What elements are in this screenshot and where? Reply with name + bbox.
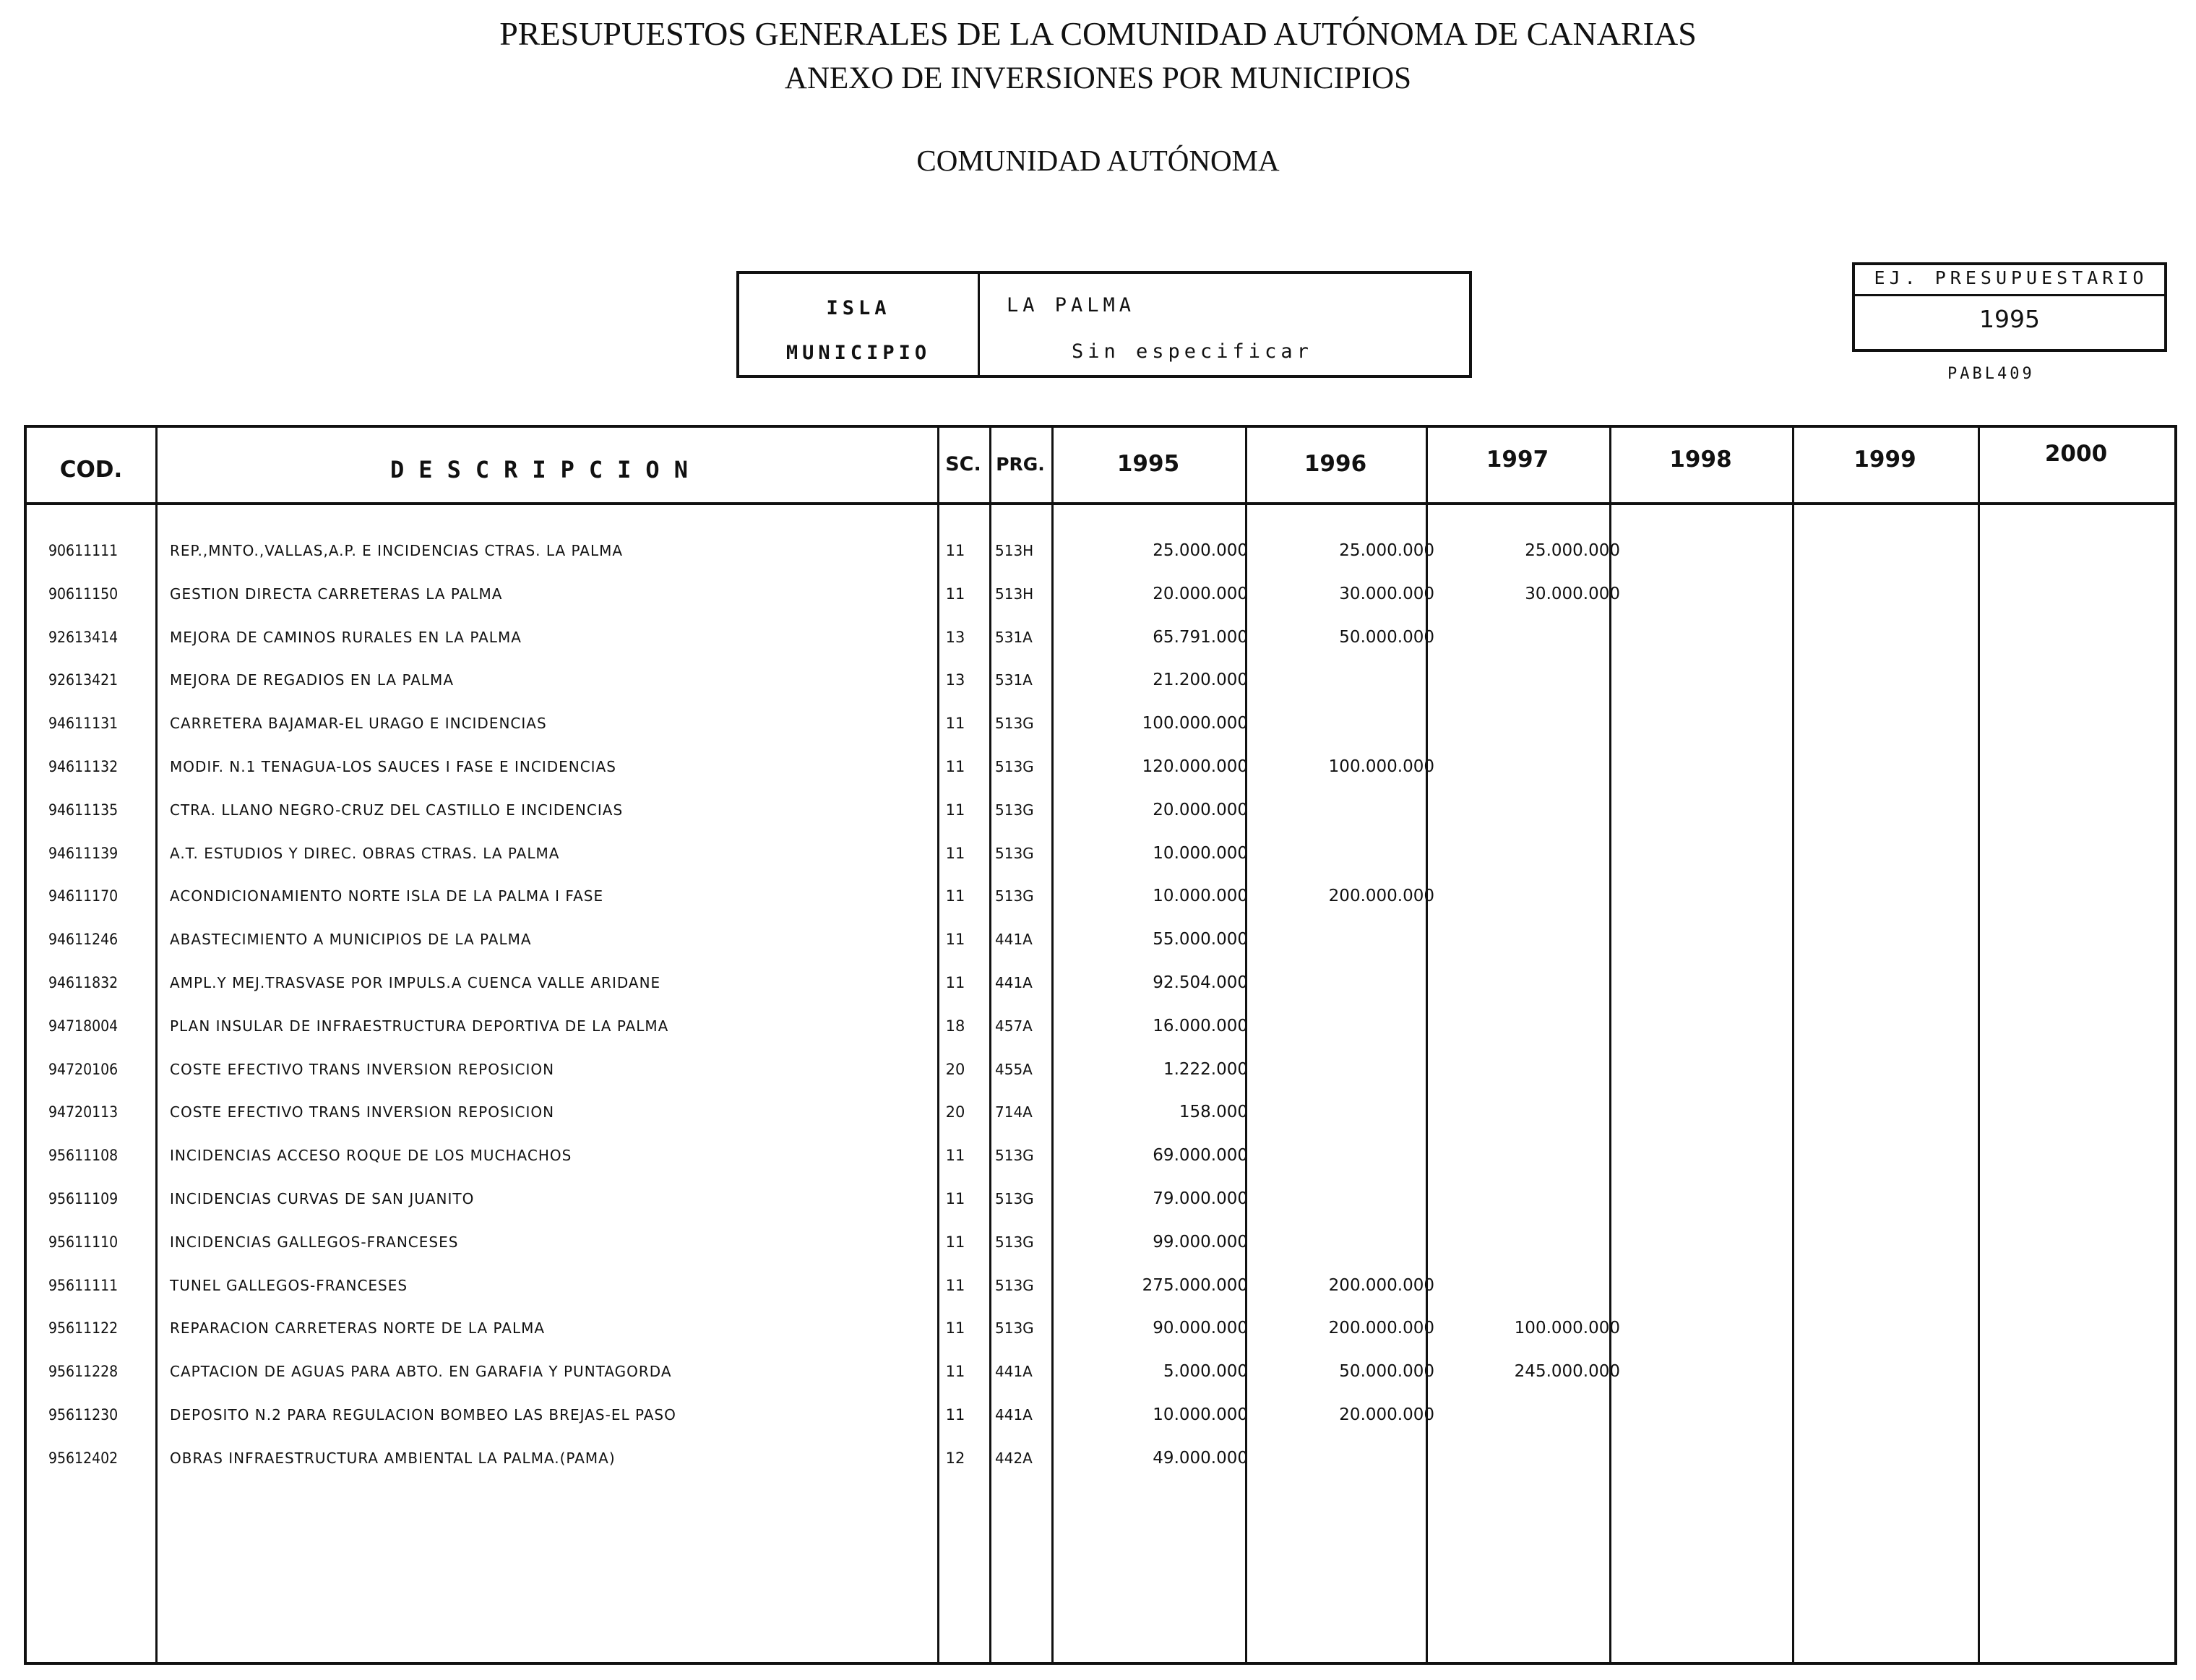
table-row <box>27 1350 2174 1393</box>
row-amount-1996: 30.000.000 <box>1339 584 1434 603</box>
row-cod: 94720113 <box>48 1103 119 1121</box>
row-amount-1996 <box>1248 1220 1434 1264</box>
row-amount-1997: 245.000.000 <box>1514 1362 1620 1382</box>
row-amount-1997 <box>1436 1220 1620 1264</box>
row-sc: 11 <box>945 801 965 819</box>
row-sc: 11 <box>945 1319 965 1337</box>
table-row <box>27 788 2174 832</box>
row-cod: 94718004 <box>48 1017 119 1035</box>
row-amount-1996: 20.000.000 <box>1339 1405 1434 1424</box>
row-cod: 95611110 <box>48 1233 119 1251</box>
row-description: CAPTACION DE AGUAS PARA ABTO. EN GARAFIA Y PUNTAGORDA <box>170 1363 672 1381</box>
table-row <box>27 745 2174 788</box>
row-prg: 513G <box>995 758 1034 775</box>
budget-year-label: EJ. PRESUPUESTARIO <box>1874 267 2148 288</box>
row-amount-1995: 65.791.000 <box>1153 627 1248 647</box>
row-amount-1996: 200.000.000 <box>1328 887 1434 906</box>
row-amount-1996 <box>1248 961 1434 1004</box>
row-sc: 13 <box>945 628 965 646</box>
row-cod: 92613421 <box>48 671 119 689</box>
row-prg: 531A <box>995 628 1033 646</box>
row-description: AMPL.Y MEJ.TRASVASE POR IMPULS.A CUENCA VALLE ARIDANE <box>170 974 661 991</box>
header-2000: 2000 <box>2044 441 2108 467</box>
table-row <box>27 1177 2174 1220</box>
row-amount-1995: 158.000 <box>1179 1103 1248 1122</box>
isla-label: ISLA <box>826 297 891 319</box>
row-amount-1995: 99.000.000 <box>1153 1232 1248 1252</box>
row-description: INCIDENCIAS ACCESO ROQUE DE LOS MUCHACHOS <box>170 1147 572 1165</box>
row-prg: 513G <box>995 1319 1034 1337</box>
table-row <box>27 918 2174 961</box>
document-subtitle: ANEXO DE INVERSIONES POR MUNICIPIOS <box>784 61 1412 95</box>
row-description: MEJORA DE CAMINOS RURALES EN LA PALMA <box>170 628 522 646</box>
row-sc: 11 <box>945 887 965 905</box>
row-prg: 441A <box>995 974 1033 991</box>
row-sc: 13 <box>945 671 965 689</box>
row-amount-1996 <box>1248 1004 1434 1048</box>
row-amount-1997 <box>1436 1048 1620 1091</box>
row-amount-1997 <box>1436 1090 1620 1134</box>
row-prg: 513G <box>995 801 1034 819</box>
row-prg: 441A <box>995 931 1033 949</box>
row-description: DEPOSITO N.2 PARA REGULACION BOMBEO LAS BREJAS-EL PASO <box>170 1406 676 1423</box>
row-cod: 90611150 <box>48 585 119 603</box>
row-amount-1996 <box>1248 788 1434 832</box>
row-amount-1995: 20.000.000 <box>1153 800 1248 819</box>
header-prg: PRG. <box>996 453 1045 475</box>
row-cod: 94611832 <box>48 974 119 991</box>
row-amount-1995: 69.000.000 <box>1153 1146 1248 1166</box>
row-prg: 442A <box>995 1449 1033 1467</box>
row-description: ACONDICIONAMIENTO NORTE ISLA DE LA PALMA I FASE <box>170 887 604 905</box>
row-description: REPARACION CARRETERAS NORTE DE LA PALMA <box>170 1319 546 1337</box>
row-prg: 531A <box>995 671 1033 689</box>
municipio-value: Sin especificar <box>1072 340 1313 363</box>
row-sc: 11 <box>945 931 965 949</box>
row-sc: 20 <box>945 1103 965 1121</box>
row-cod: 95611111 <box>48 1276 119 1294</box>
row-description: MODIF. N.1 TENAGUA-LOS SAUCES I FASE E INCIDENCIAS <box>170 758 616 775</box>
isla-value: LA PALMA <box>1007 294 1136 316</box>
table-row <box>27 1436 2174 1480</box>
row-amount-1996 <box>1248 918 1434 961</box>
row-sc: 11 <box>945 1147 965 1165</box>
row-amount-1996 <box>1248 658 1434 702</box>
header-1995: 1995 <box>1116 451 1180 477</box>
row-description: INCIDENCIAS GALLEGOS-FRANCESES <box>170 1233 459 1251</box>
table-row <box>27 832 2174 875</box>
row-description: A.T. ESTUDIOS Y DIREC. OBRAS CTRAS. LA PALMA <box>170 844 560 862</box>
row-amount-1995: 92.504.000 <box>1153 973 1248 992</box>
table-row <box>27 961 2174 1004</box>
row-amount-1997 <box>1436 918 1620 961</box>
row-sc: 11 <box>945 1233 965 1251</box>
section-title: COMUNIDAD AUTÓNOMA <box>916 144 1280 177</box>
header-sc: SC. <box>945 452 981 475</box>
row-amount-1997 <box>1436 832 1620 875</box>
header-1999: 1999 <box>1853 447 1916 473</box>
row-amount-1995: 21.200.000 <box>1153 671 1248 690</box>
row-description: CARRETERA BAJAMAR-EL URAGO E INCIDENCIAS <box>170 715 547 733</box>
row-description: TUNEL GALLEGOS-FRANCESES <box>170 1276 408 1294</box>
budget-year-divider <box>1855 294 2164 296</box>
row-sc: 11 <box>945 1276 965 1294</box>
row-amount-1997: 25.000.000 <box>1525 541 1620 560</box>
row-amount-1996: 50.000.000 <box>1339 1362 1434 1382</box>
row-amount-1997 <box>1436 702 1620 745</box>
row-description: GESTION DIRECTA CARRETERAS LA PALMA <box>170 585 503 603</box>
table-row <box>27 658 2174 702</box>
row-prg: 513G <box>995 1233 1034 1251</box>
row-sc: 18 <box>945 1017 965 1035</box>
row-cod: 95611109 <box>48 1190 119 1207</box>
row-cod: 95611228 <box>48 1363 119 1381</box>
row-amount-1995: 55.000.000 <box>1153 930 1248 949</box>
budget-year-value: 1995 <box>1979 305 2040 333</box>
row-cod: 94611131 <box>48 715 119 733</box>
row-sc: 11 <box>945 974 965 991</box>
row-description: ABASTECIMIENTO A MUNICIPIOS DE LA PALMA <box>170 931 532 949</box>
row-prg: 513H <box>995 585 1034 603</box>
row-prg: 513G <box>995 887 1034 905</box>
table-row <box>27 874 2174 918</box>
table-row <box>27 702 2174 745</box>
row-prg: 513G <box>995 844 1034 862</box>
table-row <box>27 572 2174 616</box>
row-prg: 457A <box>995 1017 1033 1035</box>
row-cod: 95611230 <box>48 1406 119 1423</box>
row-amount-1996 <box>1248 1090 1434 1134</box>
row-cod: 94611139 <box>48 844 119 862</box>
row-cod: 95611108 <box>48 1147 119 1165</box>
row-prg: 441A <box>995 1406 1033 1423</box>
row-amount-1997 <box>1436 1004 1620 1048</box>
row-amount-1995: 5.000.000 <box>1163 1362 1248 1382</box>
row-amount-1997 <box>1436 1177 1620 1220</box>
table-row <box>27 1393 2174 1436</box>
header-1997: 1997 <box>1486 447 1549 473</box>
row-prg: 513G <box>995 1190 1034 1207</box>
location-box <box>736 271 1472 378</box>
table-row <box>27 1090 2174 1134</box>
row-prg: 714A <box>995 1103 1033 1121</box>
row-amount-1995: 20.000.000 <box>1153 584 1248 603</box>
header-1996: 1996 <box>1304 451 1367 477</box>
row-cod: 90611111 <box>48 542 119 559</box>
row-sc: 11 <box>945 1406 965 1423</box>
row-description: COSTE EFECTIVO TRANS INVERSION REPOSICION <box>170 1060 555 1078</box>
row-prg: 513G <box>995 715 1034 733</box>
table-row <box>27 1306 2174 1350</box>
row-amount-1995: 90.000.000 <box>1153 1319 1248 1338</box>
row-amount-1996 <box>1248 702 1434 745</box>
table-row <box>27 616 2174 659</box>
row-description: REP.,MNTO.,VALLAS,A.P. E INCIDENCIAS CTRAS. LA PALMA <box>170 542 624 559</box>
row-amount-1996 <box>1248 1436 1434 1480</box>
header-1998: 1998 <box>1669 447 1732 473</box>
row-cod: 95611122 <box>48 1319 119 1337</box>
row-prg: 513G <box>995 1147 1034 1165</box>
row-cod: 94611135 <box>48 801 119 819</box>
row-sc: 11 <box>945 585 965 603</box>
row-sc: 11 <box>945 1363 965 1381</box>
document-title: PRESUPUESTOS GENERALES DE LA COMUNIDAD AUTÓNOMA DE CANARIAS <box>499 15 1697 52</box>
row-amount-1997: 30.000.000 <box>1525 584 1620 603</box>
row-amount-1997 <box>1436 1393 1620 1436</box>
row-amount-1996 <box>1248 1048 1434 1091</box>
row-amount-1997 <box>1436 1436 1620 1480</box>
row-description: INCIDENCIAS CURVAS DE SAN JUANITO <box>170 1190 475 1207</box>
row-sc: 12 <box>945 1449 965 1467</box>
row-cod: 94720106 <box>48 1060 119 1078</box>
row-amount-1995: 10.000.000 <box>1153 887 1248 906</box>
table-row <box>27 1048 2174 1091</box>
row-amount-1997 <box>1436 745 1620 788</box>
municipio-label: MUNICIPIO <box>785 342 931 364</box>
row-prg: 513H <box>995 542 1034 559</box>
table-row <box>27 529 2174 572</box>
row-description: CTRA. LLANO NEGRO-CRUZ DEL CASTILLO E INCIDENCIAS <box>170 801 624 819</box>
row-amount-1996 <box>1248 1134 1434 1177</box>
row-prg: 455A <box>995 1060 1033 1078</box>
table-row <box>27 1220 2174 1264</box>
row-prg: 441A <box>995 1363 1033 1381</box>
reference-code: PABL409 <box>1947 365 2035 383</box>
row-sc: 11 <box>945 715 965 733</box>
row-amount-1996: 25.000.000 <box>1339 541 1434 560</box>
row-amount-1997 <box>1436 788 1620 832</box>
row-sc: 11 <box>945 844 965 862</box>
location-box-divider <box>978 274 980 375</box>
row-amount-1996 <box>1248 1177 1434 1220</box>
row-cod: 94611246 <box>48 931 119 949</box>
table-row <box>27 1264 2174 1307</box>
row-amount-1997: 100.000.000 <box>1514 1319 1620 1338</box>
row-amount-1995: 16.000.000 <box>1153 1016 1248 1035</box>
row-amount-1995: 10.000.000 <box>1153 843 1248 863</box>
row-amount-1997 <box>1436 616 1620 659</box>
row-cod: 94611132 <box>48 758 119 775</box>
row-amount-1997 <box>1436 1134 1620 1177</box>
row-amount-1997 <box>1436 1264 1620 1307</box>
row-amount-1996: 50.000.000 <box>1339 627 1434 647</box>
row-amount-1997 <box>1436 961 1620 1004</box>
investment-table <box>24 425 2177 1665</box>
row-amount-1996: 100.000.000 <box>1328 757 1434 776</box>
row-description: PLAN INSULAR DE INFRAESTRUCTURA DEPORTIVA DE LA PALMA <box>170 1017 669 1035</box>
budget-year-box <box>1852 262 2167 352</box>
row-prg: 513G <box>995 1276 1034 1294</box>
row-amount-1995: 120.000.000 <box>1142 757 1248 776</box>
row-cod: 95612402 <box>48 1449 119 1467</box>
row-amount-1995: 49.000.000 <box>1153 1448 1248 1468</box>
table-row <box>27 1004 2174 1048</box>
row-amount-1995: 1.222.000 <box>1163 1059 1248 1079</box>
row-description: COSTE EFECTIVO TRANS INVERSION REPOSICION <box>170 1103 555 1121</box>
row-amount-1997 <box>1436 658 1620 702</box>
row-amount-1996: 200.000.000 <box>1328 1319 1434 1338</box>
row-amount-1997 <box>1436 874 1620 918</box>
row-amount-1995: 79.000.000 <box>1153 1189 1248 1208</box>
header-descripcion: DESCRIPCION <box>390 456 702 483</box>
header-cod: COD. <box>59 457 123 483</box>
row-amount-1996: 200.000.000 <box>1328 1275 1434 1295</box>
row-cod: 92613414 <box>48 628 119 646</box>
row-sc: 11 <box>945 542 965 559</box>
row-amount-1996 <box>1248 832 1434 875</box>
row-amount-1995: 10.000.000 <box>1153 1405 1248 1424</box>
row-sc: 11 <box>945 1190 965 1207</box>
row-amount-1995: 100.000.000 <box>1142 714 1248 733</box>
row-sc: 20 <box>945 1060 965 1078</box>
row-amount-1995: 275.000.000 <box>1142 1275 1248 1295</box>
row-amount-1995: 25.000.000 <box>1153 541 1248 560</box>
row-sc: 11 <box>945 758 965 775</box>
row-description: MEJORA DE REGADIOS EN LA PALMA <box>170 671 454 689</box>
table-row <box>27 1134 2174 1177</box>
row-cod: 94611170 <box>48 887 119 905</box>
row-description: OBRAS INFRAESTRUCTURA AMBIENTAL LA PALMA.(PAMA) <box>170 1449 616 1467</box>
